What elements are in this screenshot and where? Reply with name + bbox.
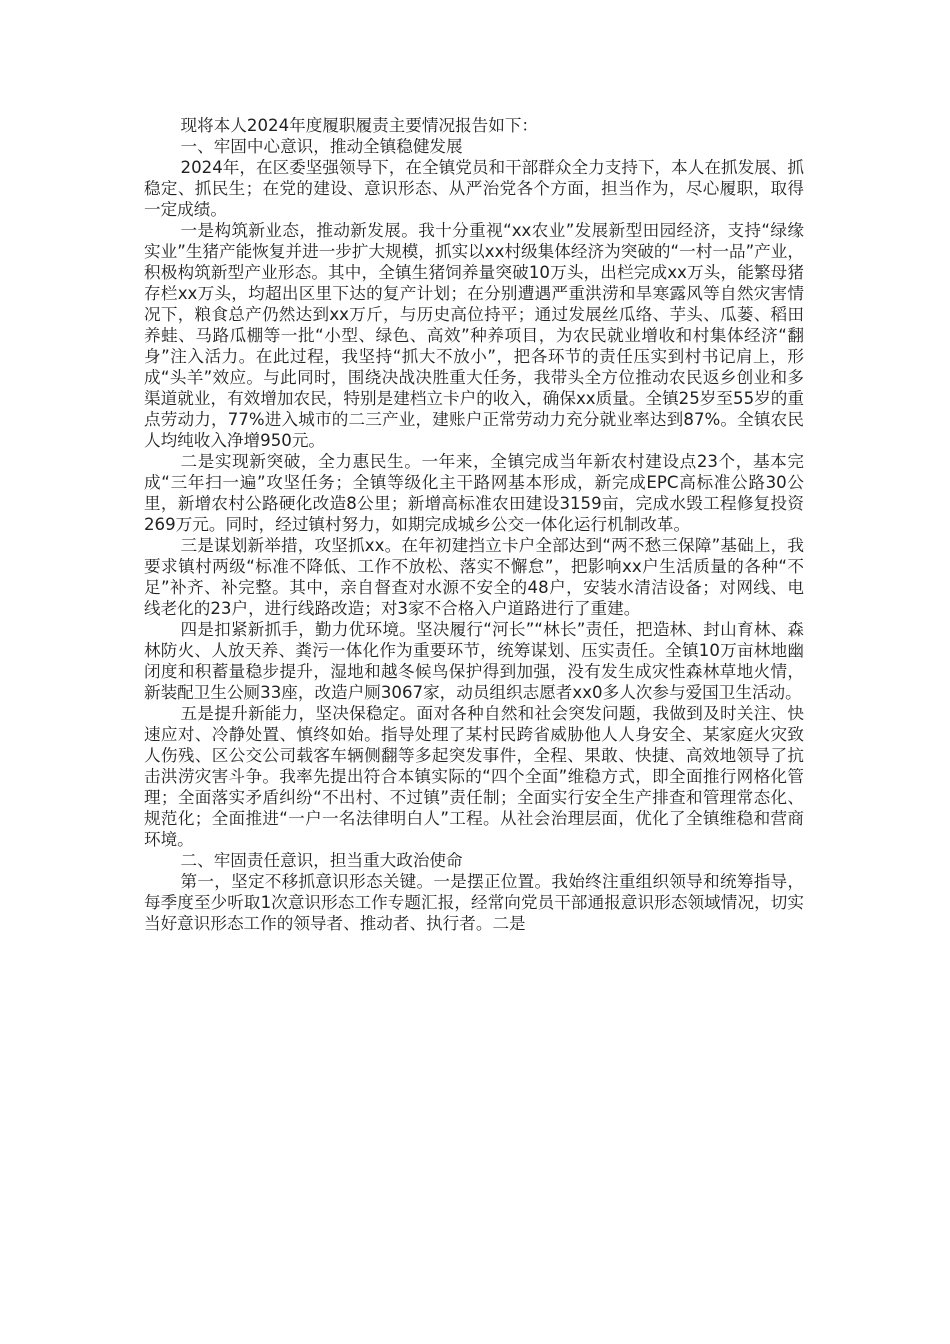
paragraph-1: 2024年，在区委坚强领导下，在全镇党员和干部群众全力支持下，本人在抓发展、抓稳定、抓民生；在党的建设、意识形态、从严治党各个方面，担当作为，尽心履职，取得一定成绩。 — [144, 158, 804, 219]
paragraph-3: 二是实现新突破，全力惠民生。一年来，全镇完成当年新农村建设点23个，基本完成“三年扫一遍”攻坚任务；全镇等级化主干路网基本形成，新完成EPC高标准公路30公里，新增农村公路硬化改造8公里；新增高标准农田建设3159亩，完成水毁工程修复投资269万元。同时，经过镇村努力，如期完成城乡公交一体化运行机制改革。 — [144, 452, 804, 534]
paragraph-5: 四是扣紧新抓手，勤力优环境。坚决履行“河长”“林长”责任，把造林、封山育林、森林防火、人放天养、粪污一体化作为重要环节，统筹谋划、压实责任。全镇10万亩林地幽闭度和积蓄量稳步提升，湿地和越冬候鸟保护得到加强，没有发生成灾性森林草地火情，新装配卫生公厕33座，改造户厕3067家，动员组织志愿者xx0多人次参与爱国卫生活动。 — [144, 620, 804, 702]
paragraph-6: 五是提升新能力，坚决保稳定。面对各种自然和社会突发问题，我做到及时关注、快速应对、冷静处置、慎终如始。指导处理了某村民跨省威胁他人人身安全、某家庭火灾致人伤残、区公交公司载客车辆侧翻等多起突发事件，全程、果敢、快捷、高效地领导了抗击洪涝灾害斗争。我率先提出符合本镇实际的“四个全面”维稳方式，即全面推行网格化管理；全面落实矛盾纠纷“不出村、不过镇”责任制；全面实行安全生产排查和管理常态化、规范化；全面推进“一户一名法律明白人”工程。从社会治理层面，优化了全镇维稳和营商环境。 — [144, 704, 804, 849]
section-heading-2: 二、牢固责任意识，担当重大政治使命 — [180, 851, 463, 870]
section-heading-1: 一、牢固中心意识，推动全镇稳健发展 — [180, 137, 463, 156]
intro-paragraph: 现将本人2024年度履职履责主要情况报告如下： — [180, 116, 539, 135]
document-body — [144, 115, 804, 934]
paragraph-7: 第一，坚定不移抓意识形态关键。一是摆正位置。我始终注重组织领导和统筹指导，每季度至少听取1次意识形态工作专题汇报，经常向党员干部通报意识形态领域情况，切实当好意识形态工作的领导者、推动者、执行者。二是 — [144, 872, 804, 933]
paragraph-2: 一是构筑新业态，推动新发展。我十分重视“xx农业”发展新型田园经济，支持“绿缘实业”生猪产能恢复并进一步扩大规模，抓实以xx村级集体经济为突破的“一村一品”产业，积极构筑新型产业形态。其中，全镇生猪饲养量突破10万头，出栏完成xx万头，能繁母猪存栏xx万头，均超出区里下达的复产计划；在分别遭遇严重洪涝和旱寒露风等自然灾害情况下，粮食总产仍然达到xx万斤，与历史高位持平；通过发展丝瓜络、芋头、瓜蒌、稻田养蛙、马路瓜棚等一批“小型、绿色、高效”种养项目，为农民就业增收和村集体经济“翻身”注入活力。在此过程，我坚持“抓大不放小”，把各环节的责任压实到村书记肩上，形成“头羊”效应。与此同时，围绕决战决胜重大任务，我带头全方位推动农民返乡创业和多渠道就业，有效增加农民，特别是建档立卡户的收入，确保xx质量。全镇25岁至55岁的重点劳动力，77%进入城市的二三产业，建账户正常劳动力充分就业率达到87%。全镇农民人均纯收入净增950元。 — [144, 221, 804, 450]
paragraph-4: 三是谋划新举措，攻坚抓xx。在年初建挡立卡户全部达到“两不愁三保障”基础上，我要求镇村两级“标准不降低、工作不放松、落实不懈怠”，把影响xx户生活质量的各种“不足”补齐、补完整。其中，亲自督查对水源不安全的48户，安装水清洁设备；对网线、电线老化的23户，进行线路改造；对3家不合格入户道路进行了重建。 — [144, 536, 804, 618]
